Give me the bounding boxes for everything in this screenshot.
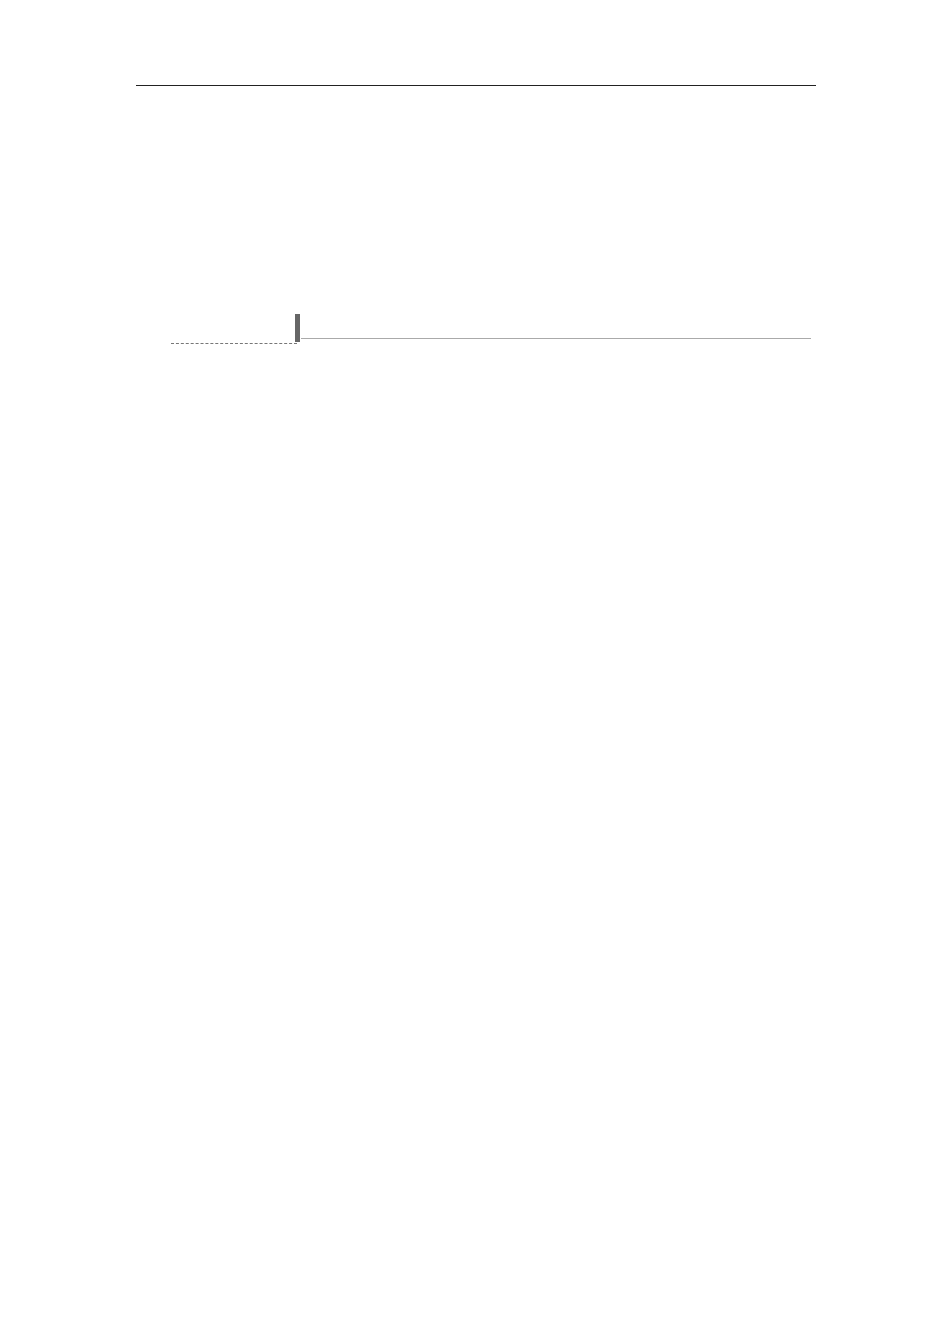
- banner-dashed-rule: [171, 343, 297, 344]
- section-banner: [171, 312, 811, 346]
- banner-rule: [301, 338, 811, 339]
- header-rule: [136, 85, 816, 86]
- banner-bar: [295, 314, 300, 342]
